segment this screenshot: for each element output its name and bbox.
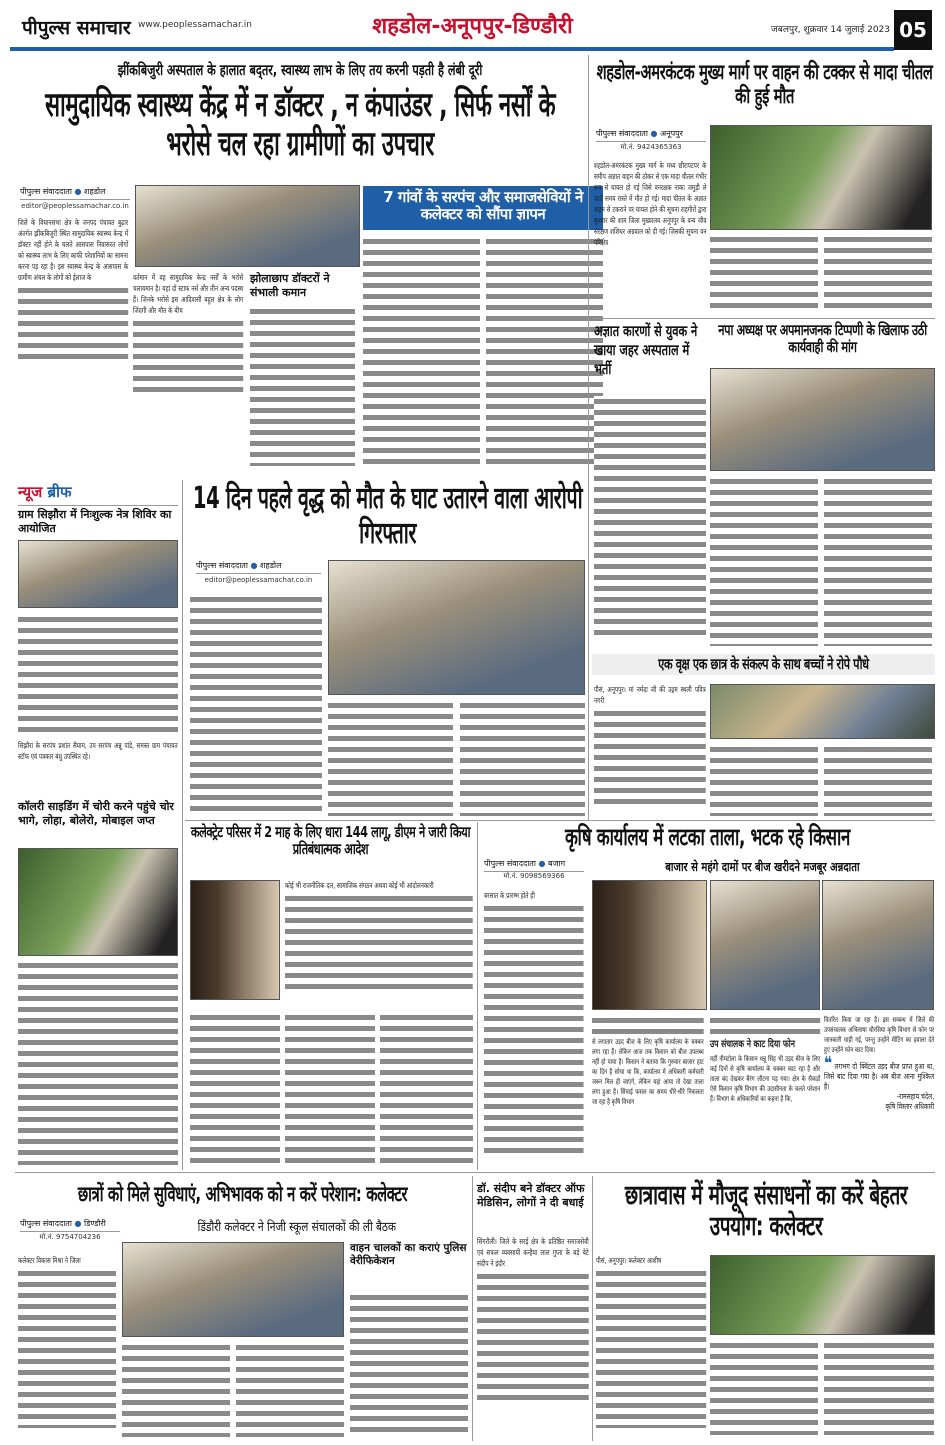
farmers-headline: कृषि कार्यालय में लटका ताला, भटक रहे किसान [564,823,851,851]
text-column [250,306,355,466]
hostel-headline: छात्रावास में मौजूद संसाधनों का करें बेहतर उपयोग: कलेक्टर [624,1180,908,1243]
text-column [594,396,706,640]
farmers-col2 [710,1015,820,1104]
hospital-lead-text: जिले के विधानसभा क्षेत्र के जनपद पंचायत बुढ़ार अंतर्गत झींकबिजुरी स्थित सामुदायिक स्वास्थ्य केन्द्र में डॉक्टर नहीं होने के चलते आसपास निवासरत लोगों को स्वास्थ्य लाभ के लिए काफी परेशानियों का सामना करना पड़ रहा है। इस स्वास्थ्य केन्द्र के आसपास के ग्रामीण अंचल के लोगों को ईलाज के [18,218,129,282]
byline-place: बजाग [548,859,566,868]
farmers-col3 [824,1015,934,1112]
farmers-col1 [592,1015,704,1107]
text-column [596,1268,706,1428]
police-verification-headline: वाहन चालकों का कराएं पुलिस वेरीफिकेशन [350,1242,467,1268]
chital-headline: शहडोल-अमरकंटक मुख्य मार्ग पर वाहन की टक्कर से मादा चीतल की हुई मौत [596,60,933,109]
hostel-lead-text: पीसं, अनूपपुर। कलेक्टर आशीष [596,1256,662,1265]
doctor-headline: डॉ. संदीप बने डॉक्टर ऑफ मेडिसिन, लोगों ने दी बधाई [477,1182,585,1209]
eye-camp-photo [18,540,178,608]
text-column [710,1340,818,1435]
chital-byline: पीपुल्स संवाददाता ● अनूपपुर [596,128,706,142]
chital-lead: शहडोल-अमरकंटक मुख्य मार्ग के मध्य छीरापटपर के समीप अज्ञात वाहन की ठोकर से एक मादा चीतल गंभीर रूप से घायल हो गई जिसे वनरक्षक नाका जमुड़ी ले जाते समय रास्ते में मौत हो गई। मादा चीतल के अज्ञात वाहन से टकराने पर घायल होने की सूचना राहगीरों द्वारा बुधवार की शाम जिला मुख्यालय अनूपपुर के वन्य जीव संरक्षण शशिधर अग्रवाल को दी गई। जिसकी सूचना वन परिक्षेत्र [594,161,707,247]
section144-lead-text: कोई भी राजनीतिक दल, सामाजिक संगठन अथवा कोई भी आंदोलनकारी [285,881,434,890]
quack-subhead: झोलाछाप डॉक्टरों ने संभाली कमान [250,272,330,299]
site-url: www.peoplessamachar.in [138,20,252,30]
students-subhead: डिंडौरी कलेक्टर ने निजी स्कूल संचालकों की ली बैठक [197,1220,396,1235]
quote-icon: ❝ [824,1053,833,1074]
students-phone: मो.नं. 9754704236 [39,1233,101,1241]
news-brief-label [18,482,72,502]
arrest-headline: 14 दिन पहले वृद्ध को मौत के घाट उतारने वाला आरोपी गिरफ्तार [192,481,583,551]
text-column [350,1292,468,1437]
eye-camp-tail: सिझौरा के सरपंच प्रशांत सैयाम, उप सरपंच अन्नू पांडे, समस्त ग्राम पंचायत स्टॉफ एवं पत्रकार बंधु उपस्थित रहे। [18,741,178,761]
students-lead [18,1255,116,1428]
meeting-photo [122,1242,344,1337]
students-lead-text: कलेक्टर विकास मिश्रा ने जिला [18,1256,81,1265]
farmers-byline: पीपुल्स संवाददाता ● बजाग [484,858,584,872]
brief-label-b: ब्रीफ [47,483,72,501]
divider [477,822,478,1170]
text-column [380,1012,473,1167]
colliery-photo [18,848,178,956]
tree-lead-text: पीसं, अनूपपुर। मां नर्मदा जी की उद्गम स्थली पवित्र नगरी [594,685,706,705]
section-title: शहडोल-अनूपपुर-डिण्डौरी [372,14,573,39]
locked-office-photo [592,880,707,1010]
tree-photo [710,684,935,739]
students-headline: छात्रों को मिले सुविधाएं, अभिभावक को न करें परेशान: कलेक्टर [77,1182,408,1206]
students-byline: पीपुल्स संवाददाता ● डिण्डौरी [20,1218,120,1232]
tree-headline: एक वृक्ष एक छात्र के संकल्प के साथ बच्चों ने रोपे पौधे [592,654,935,675]
arrest-email: editor@peoplessamachar.co.in [204,576,313,584]
hospital-col2 [133,272,243,395]
text-column [710,1015,820,1037]
text-column [710,476,818,646]
farmers-lead-text: बरसात के प्रारम्भ होते ही [484,891,535,900]
quote-role: कृषि विस्तार अधिकारी [885,1102,935,1111]
issue-date: जबलपुर, शुक्रवार 14 जुलाई 2023 [771,25,890,35]
divider [592,1176,593,1441]
byline-reporter: पीपुल्स संवाददाता [20,187,72,196]
text-column [486,236,603,466]
quote-text: लगभग दो क्विंटल उड़द बीज प्राप्त हुआ था, जिसे बांट दिया गया है। अब बीज आना मुश्किल है। [824,1062,935,1091]
page-number: 05 [894,10,932,50]
farmers-col2-text: यहीं नीमटोला के किसान धन्नू सिंह भी उड़द बीज के लिए कई दिनों से कृषि कार्यालय के चक्कर काट रहा है और ताला बंद देखकर बैरंग लौटना पड़ गया। क्षेत्र के सैकड़ों ऐसे किसान कृषि विभाग की उदासीनता के चलते परेशान हैं। विभाग के अधिकारियों का कहना है कि, [710,1054,821,1103]
text-column [285,1012,375,1167]
hospital-email: editor@peoplessamachar.co.in [21,202,129,210]
quote-author: -रामसहाय चंदेल, [896,1092,935,1101]
text-column [18,285,128,362]
farmers-phone: मो.नं. 9098569366 [503,872,565,880]
text-column [285,893,473,993]
farmers-col3-text: वितरित किया जा रहा है। इस सम्बन्ध में जिले की उपसंचालक अभिलाषा चौरसिया कृषि विभाग से फोन पर जानकारी चाही गई, परन्तु उन्होंने मीटिंग का हवाला देते हुए उन्होंने फोन काट दिया। [824,1016,935,1054]
farmers-col1-text: से लगातार उड़द बीज के लिए कृषि कार्यालय के चक्कर लगा रहा हैं। लेकिन आज तक किसान को बीज उपलब्ध नहीं हो पाया है। किसान ने बताया कि गुरुवार बाजार हाट का दिन है सोचा था कि, कार्यालय में अधिकारी कर्मचारी जरूर मिल ही जाएंगे, लेकिन यहां आया तो देखा ताला लगा हुआ है। सिंचाई फसल का समय धीरे-धीरे निकलता जा रहा है कृषि विभाग [592,1038,704,1106]
farmer-photo-1 [710,880,820,1010]
byline-reporter: पीपुल्स संवाददाता [484,859,536,868]
text-column [484,903,584,1153]
byline-reporter: पीपुल्स संवाददाता [196,561,248,570]
hospital-col2-text: वर्तमान में वह सामुदायिक केन्द्र नर्सों के भरोसे चलायमान है। यहां दो स्टाफ नर्स और तीन अन्य पदस्थ हैं। जिनके भरोसे इस आदिवासी बहुल क्षेत्र के लोग जिंदगी और मौत के बीच [133,273,244,315]
hospital-byline: पीपुल्स संवाददाता ● शहडोल [20,186,130,200]
hospital-kicker: झींकबिजुरी अस्पताल के हालात बद्तर, स्वास्थ्य लाभ के लिए तय करनी पड़ती है लंबी दूरी [117,61,483,79]
divider [182,480,183,1170]
text-column [824,234,932,314]
section144-headline: कलेक्ट्रेट परिसर में 2 माह के लिए धारा 144 लागू, डीएम ने जारी किया प्रतिबंधात्मक आदेश [190,823,471,859]
chital-phone: मो.नं. 9424365363 [620,143,682,151]
text-column [328,700,453,816]
byline-place: अनूपपुर [660,129,683,138]
napa-headline: नपा अध्यक्ष पर अपमानजनक टिप्पणी के खिलाफ उठी कार्यवाही की मांग [718,321,927,357]
hostel-photo [710,1255,935,1335]
text-column [460,700,585,816]
text-column [133,318,243,395]
farmers-subhead: बाजार से महंगे दामों पर बीज खरीदने मजबूर अन्नदाता [665,859,860,874]
doctor-lead-text: सिंगरौली। जिले के सरई क्षेत्र के प्रतिष्ठित समाजसेवी एवं सफल व्यवसायी कन्हैया लाल गुप्ता के बड़े बेटे संदीप ने इंदौर [477,1237,589,1268]
text-column [594,708,706,808]
masthead-logo: पीपुल्स समाचार [22,17,131,39]
tree-lead [594,684,706,808]
hospital-photo [135,185,360,267]
official-quote [824,1053,935,1112]
text-column [122,1342,230,1437]
divider [15,1172,935,1173]
text-column [824,744,932,816]
text-column [18,1268,116,1428]
byline-place: शहडोल [84,187,106,196]
byline-place: शहडोल [260,561,282,570]
header-rule [10,47,894,51]
doctor-lead [477,1236,589,1401]
text-column [363,236,480,466]
text-column [824,1340,934,1435]
text-column [477,1271,589,1401]
napa-photo [710,368,935,471]
text-column [710,744,818,816]
colliery-headline: कॉलरी साइडिंग में चोरी करने पहुंचे चोर भागे, लोहा, बोलेरो, मोबाइल जप्त [18,800,174,827]
section144-lead [285,880,473,993]
byline-reporter: पीपुल्स संवाददाता [596,129,648,138]
arrest-photo [328,560,585,695]
divider [588,55,589,820]
byline-place: डिण्डौरी [84,1219,106,1228]
chital-photo [710,125,932,230]
text-column [710,234,818,314]
text-column [824,476,932,646]
phone-cut-subhead: उप संचालक ने काट दिया फोन [710,1039,795,1050]
poison-headline: अज्ञात कारणों से युवक ने खाया जहर अस्पताल में भर्ती [594,322,698,378]
collectorate-photo [190,880,280,1000]
text-column [18,614,178,735]
byline-reporter: पीपुल्स संवाददाता [20,1219,72,1228]
divider [472,1176,473,1441]
text-column [190,1012,280,1167]
brief-label-a: न्यूज [18,483,43,501]
hospital-lead [18,217,128,362]
hostel-lead [596,1255,706,1428]
eye-camp-headline: ग्राम सिझौरा में निःशुल्क नेत्र शिविर का आयोजित [18,505,178,536]
text-column [190,594,322,816]
memorandum-box-headline: 7 गांवों के सरपंच और समाजसेवियों ने कलेक्टर को सौंपा ज्ञापन [363,186,603,230]
text-column [592,1015,704,1037]
divider [592,318,935,319]
text-column [18,960,178,1165]
divider [185,820,935,821]
farmers-lead [484,890,584,1153]
text-column [236,1342,344,1437]
hospital-headline: सामुदायिक स्वास्थ्य केंद्र में न डॉक्टर , न कंपाउंडर , सिर्फ नर्सों के भरोसे चल रहा ग्रामीणों का उपचार [45,85,556,165]
farmer-photo-2 [822,880,934,1010]
arrest-byline: पीपुल्स संवाददाता ● शहडोल [196,560,321,574]
